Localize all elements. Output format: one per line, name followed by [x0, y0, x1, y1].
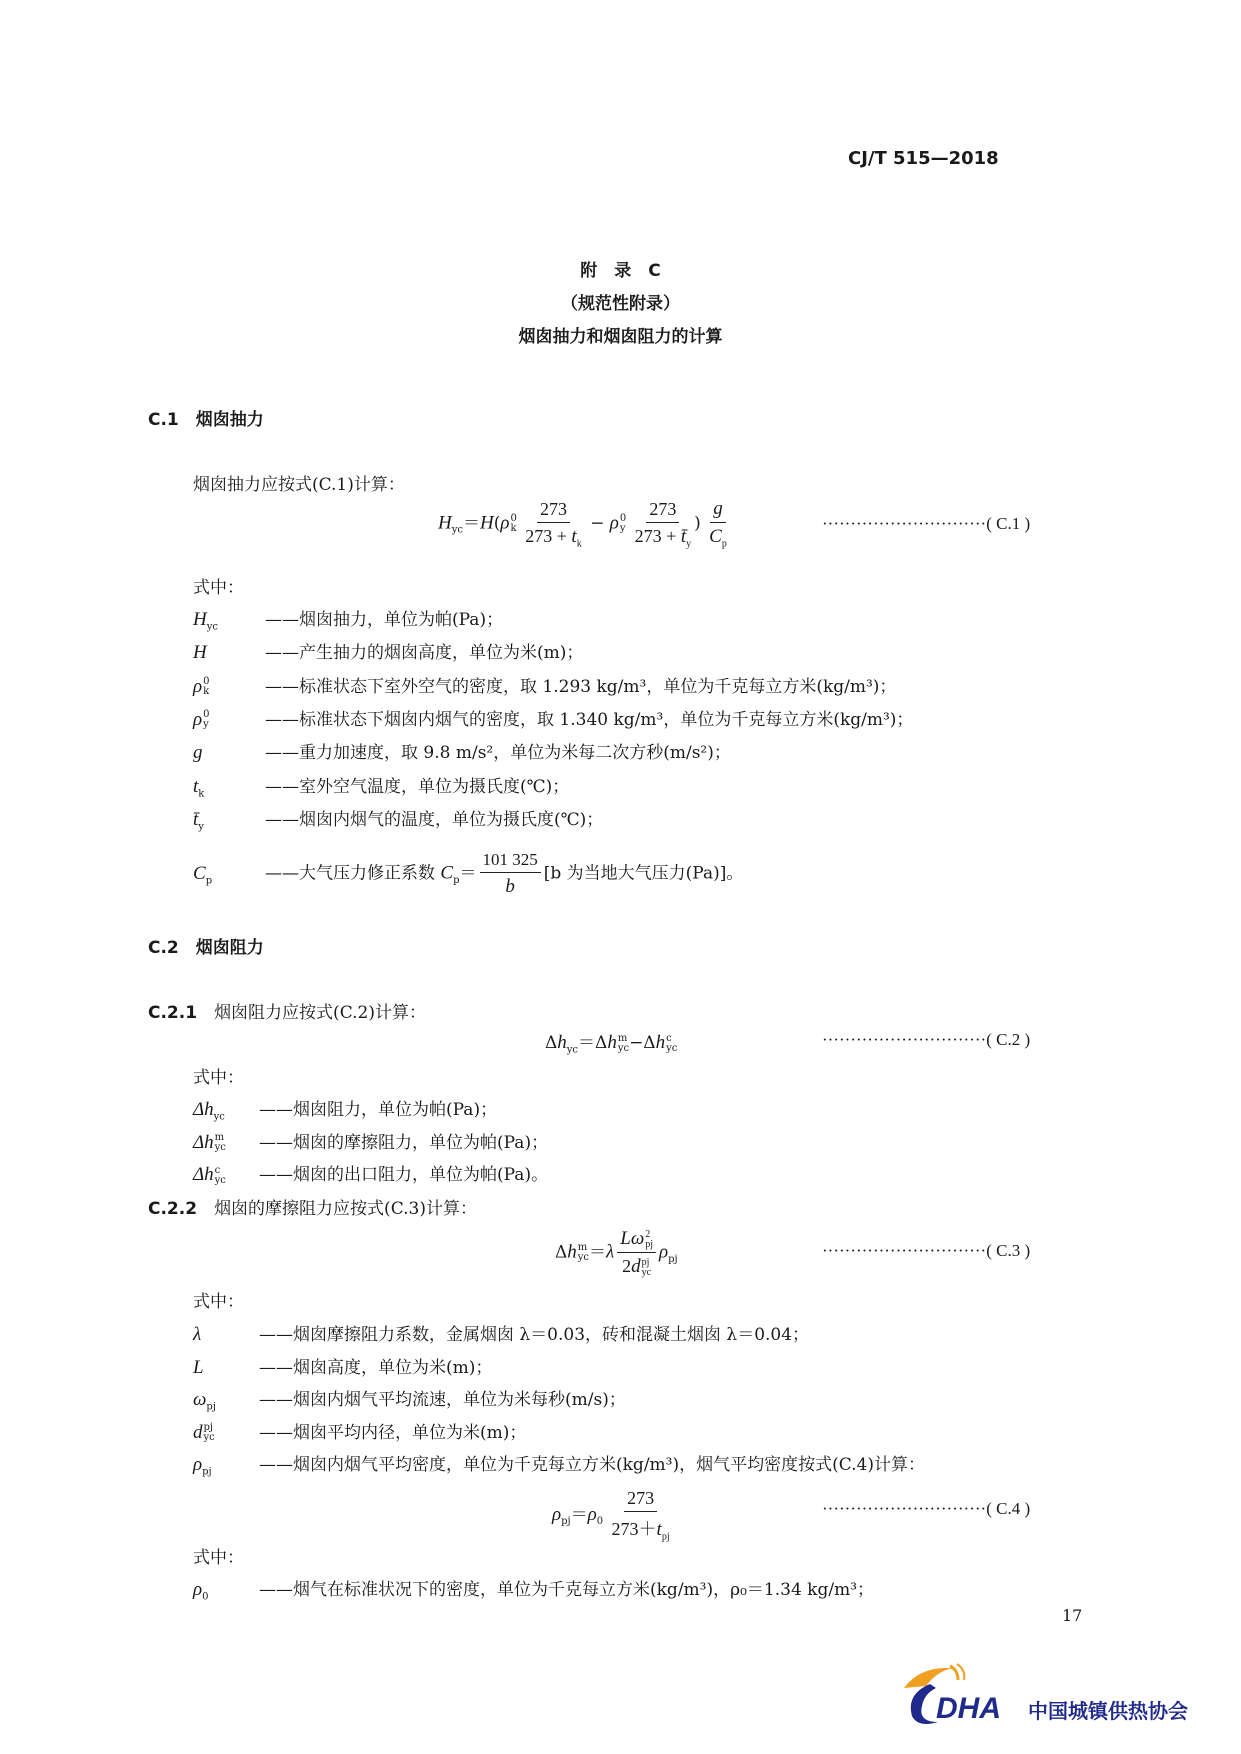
- leader-dots: ·····························: [822, 1030, 987, 1049]
- leader-dots: ·····························: [822, 1499, 987, 1518]
- leader-dots: ·····························: [822, 514, 987, 533]
- definition-row: [193, 772, 569, 799]
- definition-text: ——烟囱高度，单位为米(m)；: [259, 1357, 493, 1378]
- definition-text: ——烟囱摩擦阻力系数，金属烟囱 λ＝0.03，砖和混凝土烟囱 λ＝0.04；: [259, 1325, 810, 1345]
- symbol: $\rho_0$: [193, 1579, 209, 1603]
- definition-text: ——产生抽力的烟囱高度，单位为米(m)；: [265, 643, 584, 664]
- c22-clause: [148, 1194, 477, 1219]
- definition-text: ——标准状态下烟囱内烟气的密度，取 1.340 kg/m³，单位为千克每立方米(kg/m³)；: [265, 709, 914, 730]
- symbol: L: [193, 1356, 204, 1378]
- definition-row: [193, 1320, 809, 1346]
- fraction-numerator: 273: [646, 499, 679, 523]
- formula-c2-label: [822, 1030, 1030, 1050]
- definition-text: ——烟囱抽力，单位为帕(Pa)；: [265, 610, 504, 630]
- cp-symbol: C: [709, 526, 722, 547]
- symbol: Δh m yc: [193, 1131, 226, 1153]
- equation-number: ( C.2 ): [986, 1030, 1031, 1049]
- equation-number: ( C.4 ): [986, 1499, 1031, 1518]
- definition-row: [193, 1385, 626, 1412]
- symbol: $\omega_{pj}$: [193, 1389, 216, 1413]
- definition-text: ——烟囱平均内径，单位为米(m)；: [259, 1422, 527, 1443]
- definition-row: [193, 1095, 497, 1122]
- definition-text: ——烟囱阻力，单位为帕(Pa)；: [259, 1100, 498, 1120]
- definition-text: ——烟囱内烟气平均流速，单位为米每秒(m/s)；: [259, 1390, 626, 1410]
- definition-row: [193, 1450, 925, 1477]
- formula-c3: Δh m yc ＝λ Lω 2 pj 2d pj yc $\rho_{pj}$: [555, 1228, 678, 1278]
- fraction-denominator: 273＋: [611, 1519, 657, 1539]
- formula-c1-label: [822, 514, 1030, 534]
- section-title: 烟囱抽力: [195, 410, 264, 430]
- symbol: $H_{yc}$: [193, 609, 218, 633]
- formula-c1: $H_{yc}=H(\rho$ 0 k $\frac{273}{273 + t_k}$ − ρ 0 y $\frac{273}{273 + t̄_y}$ ) $\frac{g}{C_p}$: [438, 498, 727, 550]
- symbol: $\rho_{pj}$: [193, 1454, 212, 1478]
- where-label: 式中：: [193, 1548, 244, 1568]
- definition-row: [193, 672, 896, 698]
- fraction-numerator: 273: [537, 499, 570, 523]
- definition-row: [193, 605, 503, 632]
- clause-text: 烟囱的摩擦阻力应按式(C.3)计算：: [214, 1199, 477, 1219]
- gravity-symbol: g: [713, 498, 723, 519]
- symbol: ρ 0 k: [193, 675, 210, 698]
- section-number: C.2: [148, 938, 179, 958]
- definition-row: [193, 705, 913, 731]
- c1-intro: 烟囱抽力应按式(C.1)计算：: [193, 475, 405, 495]
- definition-cp: $C_p$ ——大气压力修正系数 $C_p=$ $\frac{101 325}{b}$ [b 为当地大气压力(Pa)]。: [193, 850, 744, 897]
- definition-row: [193, 638, 583, 664]
- standard-number: [848, 148, 999, 169]
- definition-row: [193, 738, 731, 764]
- clause-number: C.2.1: [148, 1003, 198, 1023]
- symbol: ρ 0 y: [193, 708, 210, 731]
- formula-c3-label: [822, 1241, 1030, 1261]
- equation-number: ( C.1 ): [986, 514, 1031, 533]
- org-name: 中国城镇供热协会: [1028, 1699, 1188, 1723]
- definition-row: [193, 1128, 548, 1154]
- equation-number: ( C.3 ): [986, 1241, 1031, 1260]
- definition-text: ——烟囱内烟气的温度，单位为摄氏度(℃)；: [265, 809, 604, 830]
- cdha-logo: [900, 1660, 1230, 1735]
- fraction-numerator: 273: [624, 1488, 657, 1512]
- fraction-numerator: 101 325: [480, 850, 541, 873]
- symbol: g: [193, 742, 203, 764]
- symbol: d pj yc: [193, 1421, 215, 1443]
- appendix-name: 烟囱抽力和烟囱阻力的计算: [518, 327, 723, 347]
- appendix-type: （规范性附录）: [561, 294, 680, 314]
- definition-text: ——大气压力修正系数: [265, 863, 441, 884]
- definition-text: ——烟气在标准状况下的密度，单位为千克每立方米(kg/m³)，ρ₀＝1.34 kg/m³；: [259, 1580, 875, 1600]
- definition-text: [b 为当地大气压力(Pa)]。: [543, 863, 744, 884]
- definition-text: ——标准状态下室外空气的密度，取 1.293 kg/m³，单位为千克每立方米(kg/m³)；: [265, 676, 897, 697]
- c21-clause: [148, 998, 426, 1023]
- fraction-denominator: 273 +: [634, 525, 681, 546]
- symbol: λ: [193, 1324, 202, 1345]
- definition-text: ——烟囱的出口阻力，单位为帕(Pa)。: [259, 1165, 549, 1185]
- appendix-title: 附 录 C: [580, 261, 661, 281]
- symbol: H: [193, 642, 207, 664]
- definition-text: ——烟囱内烟气平均密度，单位为千克每立方米(kg/m³)，烟气平均密度按式(C.4)计算：: [259, 1455, 925, 1475]
- section-c2-heading: [148, 933, 264, 958]
- definition-text: ——重力加速度，取 9.8 m/s²，单位为米每二次方秒(m/s²)；: [265, 743, 731, 764]
- formula-c2: $\Delta h_{yc}=\Delta h$ m yc −Δh c yc: [545, 1032, 678, 1056]
- cdha-logo-icon: [900, 1660, 1230, 1730]
- symbol: $\Delta h_{yc}$: [193, 1099, 225, 1123]
- svg-text:DHA: DHA: [936, 1692, 1001, 1725]
- section-number: C.1: [148, 410, 179, 430]
- definition-row: [193, 805, 603, 832]
- formula-c4: $\rho_{pj}=\rho_0$ $\frac{273}{273+t_{pj}}$: [552, 1488, 670, 1543]
- where-label: 式中：: [193, 1068, 244, 1088]
- fraction-denominator: b: [505, 876, 515, 897]
- definition-text: ——室外空气温度，单位为摄氏度(℃)；: [265, 776, 570, 797]
- definition-row: [193, 1353, 492, 1379]
- section-title: 烟囱阻力: [195, 938, 264, 958]
- definition-row: [193, 1160, 548, 1186]
- symbol: Δh c yc: [193, 1164, 226, 1186]
- formula-c4-label: [822, 1499, 1030, 1519]
- symbol: $t_k$: [193, 775, 205, 799]
- symbol: $t̄_y$: [193, 808, 204, 833]
- definition-row: [193, 1575, 874, 1602]
- section-c1-heading: [148, 405, 264, 430]
- definition-row: [193, 1418, 526, 1444]
- page-number: 17: [1062, 1606, 1083, 1625]
- fraction-denominator: 273 +: [525, 525, 572, 546]
- standard-number-text: CJ/T 515—2018: [848, 148, 999, 169]
- clause-number: C.2.2: [148, 1199, 198, 1219]
- where-label: 式中：: [193, 1292, 244, 1312]
- definition-text: ——烟囱的摩擦阻力，单位为帕(Pa)；: [259, 1132, 549, 1153]
- where-label: 式中：: [193, 578, 244, 598]
- leader-dots: ·····························: [822, 1241, 987, 1260]
- clause-text: 烟囱阻力应按式(C.2)计算：: [214, 1003, 426, 1023]
